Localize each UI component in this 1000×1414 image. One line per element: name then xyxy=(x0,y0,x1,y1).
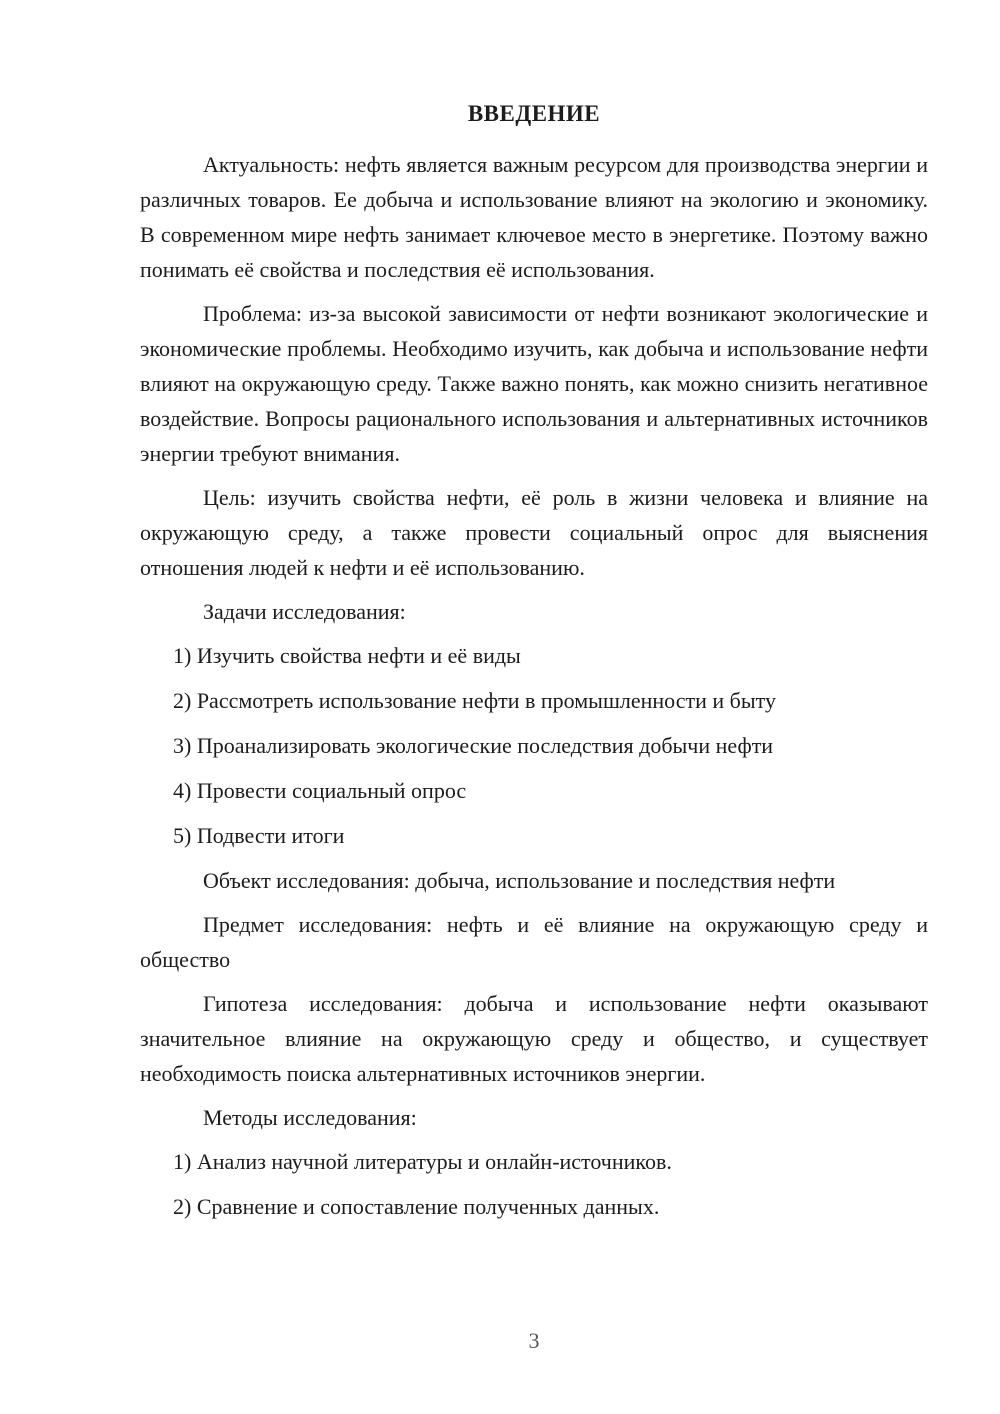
paragraph-gipoteza: Гипотеза исследования: добыча и использование нефти оказывают значительное влияние на окружающую среду и общество, и существует необходимость поиска альтернативных источников энергии. xyxy=(140,991,928,1086)
paragraph-obekt: Объект исследования: добыча, использование и последствия нефти xyxy=(203,868,836,893)
page-number: 3 xyxy=(528,1328,540,1353)
task-item-5: 5) Подвести итоги xyxy=(173,823,345,848)
tasks-heading: Задачи исследования: xyxy=(203,599,406,624)
paragraph-problema: Проблема: из-за высокой зависимости от нефти возникают экологические и экономические проблемы. Необходимо изучить, как добыча и использование нефти влияют на окружающую среду. Также важно понять, как можно снизить негативное воздействие. Вопросы рационального использования и альтернативных источников энергии требуют внимания. xyxy=(140,301,928,466)
methods-heading: Методы исследования: xyxy=(203,1105,417,1130)
method-item-1: 1) Анализ научной литературы и онлайн-источников. xyxy=(173,1149,672,1174)
page-title: ВВЕДЕНИЕ xyxy=(467,101,601,126)
task-item-3: 3) Проанализировать экологические последствия добычи нефти xyxy=(173,733,774,758)
paragraph-tsel: Цель: изучить свойства нефти, её роль в жизни человека и влияние на окружающую среду, а также провести социальный опрос для выяснения отношения людей к нефти и её использованию. xyxy=(140,485,928,580)
method-item-2: 2) Сравнение и сопоставление полученных данных. xyxy=(173,1194,660,1219)
task-item-1: 1) Изучить свойства нефти и её виды xyxy=(173,643,521,668)
paragraph-predmet: Предмет исследования: нефть и её влияние на окружающую среду и общество xyxy=(140,912,928,972)
task-item-2: 2) Рассмотреть использование нефти в промышленности и быту xyxy=(173,688,776,713)
task-item-4: 4) Провести социальный опрос xyxy=(173,778,467,803)
paragraph-aktualnost: Актуальность: нефть является важным ресурсом для производства энергии и различных товаров. Ее добыча и использование влияют на экологию и экономику. В современном мире нефть занимает ключевое место в энергетике. Поэтому важно понимать её свойства и последствия её использования. xyxy=(140,152,928,282)
